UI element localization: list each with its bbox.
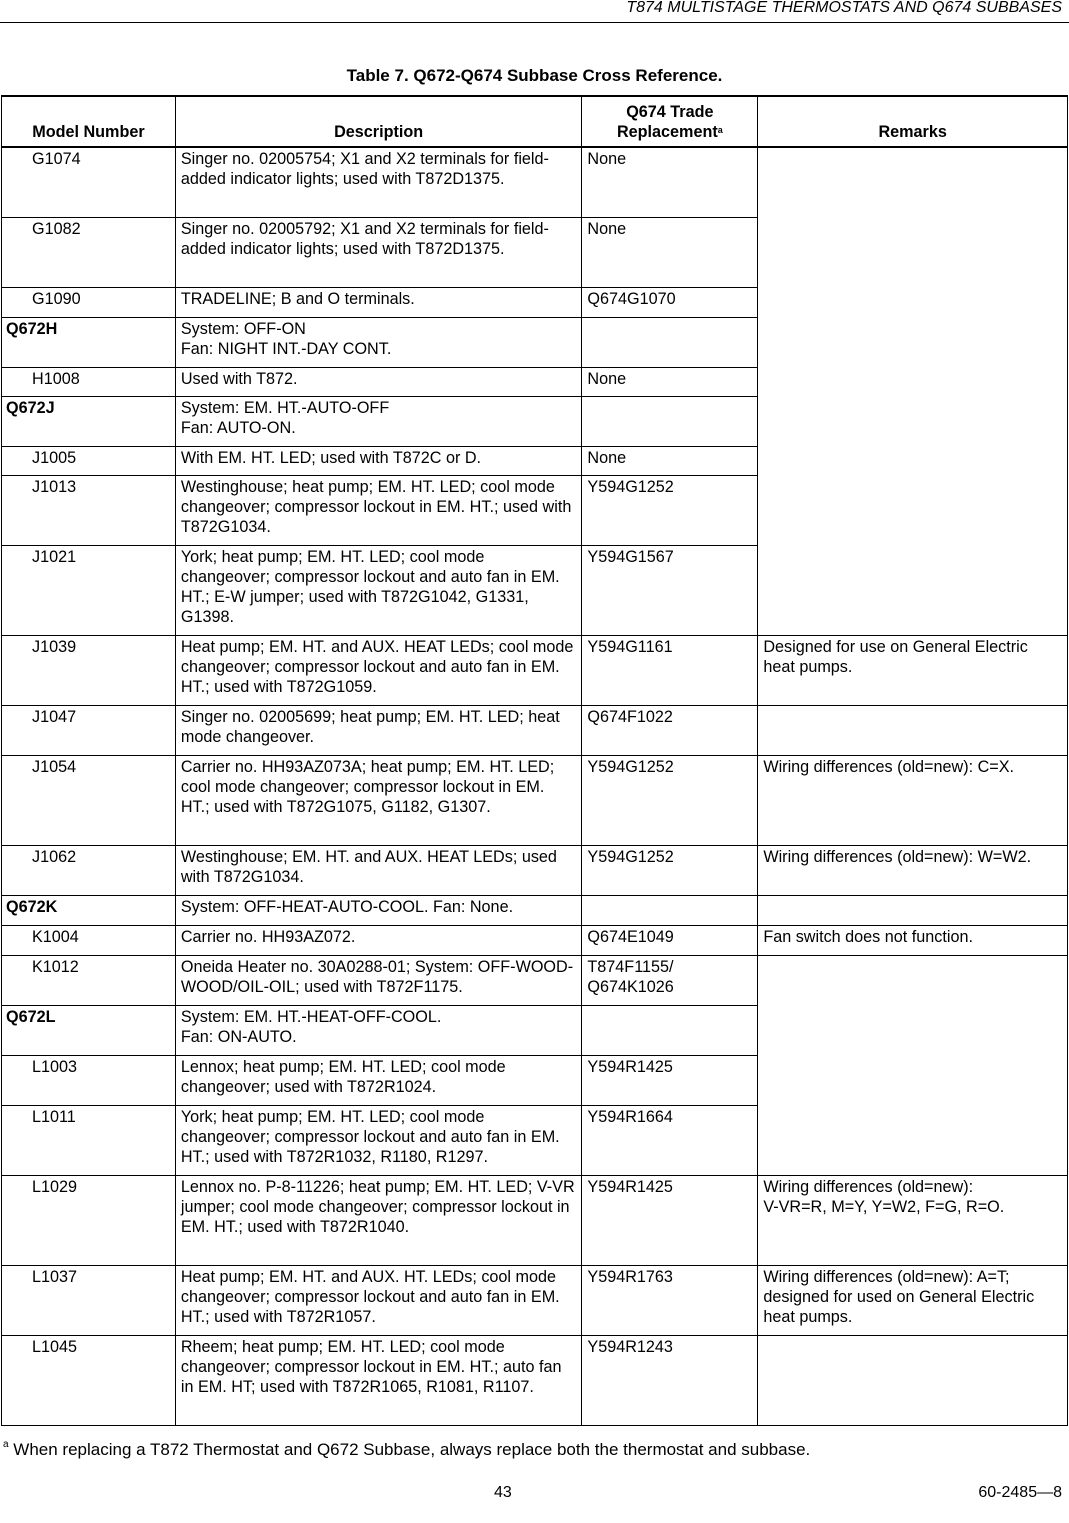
table-header-row bbox=[2, 96, 1068, 147]
table-group-row: Q672H System: OFF-ON Fan: NIGHT INT.-DAY CONT. bbox=[2, 317, 1068, 367]
table-group-row: Q672K System: OFF-HEAT-AUTO-COOL. Fan: None. bbox=[2, 895, 1068, 925]
table-row: J1062 Westinghouse; EM. HT. and AUX. HEAT LEDs; used with T872G1034. Y594G1252 Wiring differences (old=new): W=W2. bbox=[2, 845, 1068, 895]
col-header-remarks: Remarks bbox=[758, 96, 1068, 147]
table-row: G1074 Singer no. 02005754; X1 and X2 terminals for field-added indicator lights; used with T872D1375. None bbox=[2, 147, 1068, 217]
footnote-marker: a bbox=[717, 125, 723, 135]
table-row: G1082 Singer no. 02005792; X1 and X2 terminals for field-added indicator lights; used with T872D1375. None bbox=[2, 217, 1068, 287]
table-footnote bbox=[3, 1440, 810, 1460]
table-group-row: Q672J System: EM. HT.-AUTO-OFF Fan: AUTO-ON. bbox=[2, 396, 1068, 446]
table-group-row: Q672L System: EM. HT.-HEAT-OFF-COOL. Fan: ON-AUTO. bbox=[2, 1005, 1068, 1055]
cross-reference-table bbox=[1, 95, 1068, 1426]
table-row: J1021 York; heat pump; EM. HT. LED; cool mode changeover; compressor lockout and auto fan in EM. HT.; E-W jumper; used with T872G1042, G1331, G1398. Y594G1567 bbox=[2, 545, 1068, 635]
table-row: G1090 TRADELINE; B and O terminals. Q674G1070 bbox=[2, 287, 1068, 317]
col-header-replacement: Q674 Trade Replacement$^a$ bbox=[582, 96, 758, 147]
footnote-text: When replacing a T872 Thermostat and Q672 Subbase, always replace both the thermostat and subbase. bbox=[8, 1440, 811, 1459]
table-row: K1004 Carrier no. HH93AZ072. Q674E1049 Fan switch does not function. bbox=[2, 925, 1068, 955]
table-row: L1045 Rheem; heat pump; EM. HT. LED; cool mode changeover; compressor lockout in EM. HT.; auto fan in EM. HT; used with T872R1065, R1081, R1107. Y594R1243 bbox=[2, 1335, 1068, 1425]
running-header bbox=[0, 0, 1069, 23]
table-row: J1039 Heat pump; EM. HT. and AUX. HEAT LEDs; cool mode changeover; compressor lockout and auto fan in EM. HT.; used with T872G1059. Y594G1161 Designed for use on General Electric heat pumps. bbox=[2, 635, 1068, 705]
col-header-description: Description bbox=[175, 96, 582, 147]
table-row: J1013 Westinghouse; heat pump; EM. HT. LED; cool mode changeover; compressor lockout in EM. HT.; used with T872G1034. Y594G1252 bbox=[2, 475, 1068, 545]
table-row: K1012 Oneida Heater no. 30A0288-01; System: OFF-WOOD-WOOD/OIL-OIL; used with T872F1175. T874F1155/ Q674K1026 bbox=[2, 955, 1068, 1005]
page-number: 43 bbox=[494, 1484, 512, 1501]
table-row: L1029 Lennox no. P-8-11226; heat pump; EM. HT. LED; V-VR jumper; cool mode changeover; compressor lockout in EM. HT.; used with T872R1040. Y594R1425 Wiring differences (old=new): V-VR=R, M=Y, Y=W2, F=G, R=O. bbox=[2, 1175, 1068, 1265]
table-row: J1054 Carrier no. HH93AZ073A; heat pump; EM. HT. LED; cool mode changeover; compressor lockout in EM. HT.; used with T872G1075, G1182, G1307. Y594G1252 Wiring differences (old=new): C=X. bbox=[2, 755, 1068, 845]
remarks-empty-cell bbox=[758, 955, 1068, 1175]
table-row: J1005 With EM. HT. LED; used with T872C or D. None bbox=[2, 446, 1068, 475]
running-title: T874 MULTISTAGE THERMOSTATS AND Q674 SUBBASES bbox=[626, 0, 1062, 16]
remarks-empty-cell bbox=[758, 147, 1068, 635]
col-header-model: Model Number bbox=[2, 96, 176, 147]
footnote-marker: a bbox=[3, 1439, 9, 1450]
table-row: H1008 Used with T872. None bbox=[2, 367, 1068, 396]
table-row: L1003 Lennox; heat pump; EM. HT. LED; cool mode changeover; used with T872R1024. Y594R1425 bbox=[2, 1055, 1068, 1105]
table-row: L1011 York; heat pump; EM. HT. LED; cool mode changeover; compressor lockout and auto fan in EM. HT.; used with T872R1032, R1180, R1297. Y594R1664 bbox=[2, 1105, 1068, 1175]
table-caption: Table 7. Q672-Q674 Subbase Cross Reference. bbox=[346, 66, 723, 85]
document-number: 60-2485—8 bbox=[978, 1484, 1062, 1501]
table-row: J1047 Singer no. 02005699; heat pump; EM. HT. LED; heat mode changeover. Q674F1022 bbox=[2, 705, 1068, 755]
table-row: L1037 Heat pump; EM. HT. and AUX. HT. LEDs; cool mode changeover; compressor lockout and auto fan in EM. HT.; used with T872R1057. Y594R1763 Wiring differences (old=new): A=T; designed for used on General Electric heat pumps. bbox=[2, 1265, 1068, 1335]
